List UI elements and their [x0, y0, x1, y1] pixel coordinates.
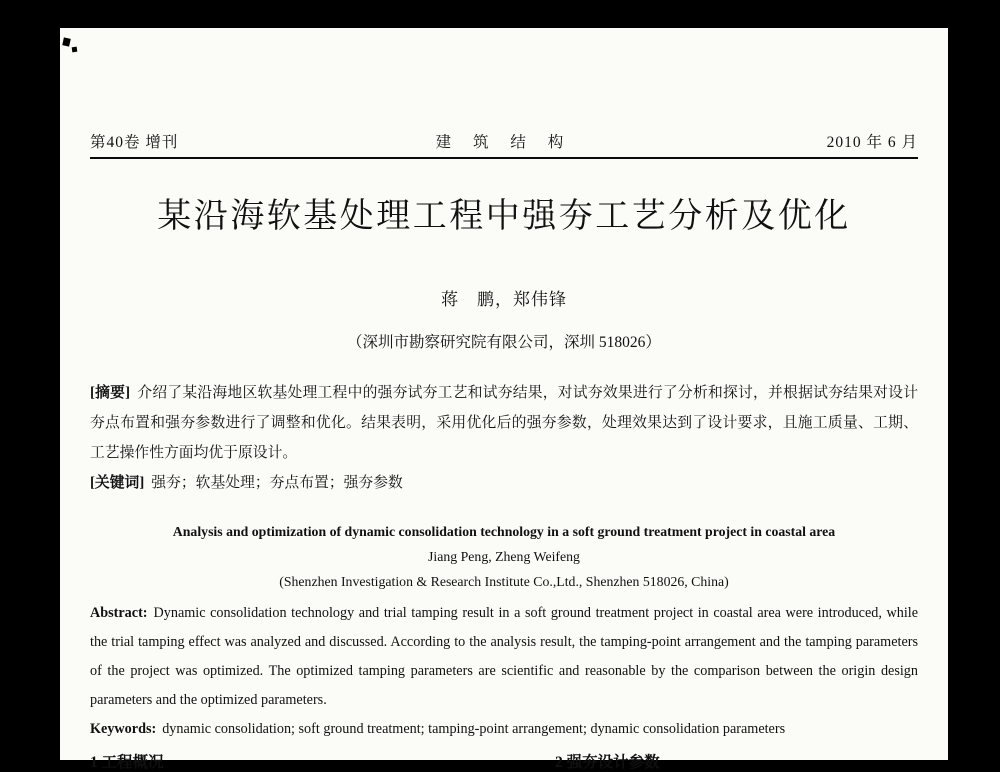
affiliation-en: (Shenzhen Investigation & Research Institute Co.,Ltd., Shenzhen 518026, China) — [279, 574, 729, 589]
scan-artifact — [72, 47, 78, 53]
abstract-zh — [90, 378, 918, 468]
authors-zh: 蒋 鹏，郑伟锋 — [441, 290, 567, 309]
keywords-text-zh: 强夯；软基处理；夯点布置；强夯参数 — [151, 475, 403, 491]
keywords-zh — [90, 468, 918, 498]
scanned-paper-page — [60, 28, 948, 771]
journal-date: 2010 年 6 月 — [826, 134, 918, 151]
authors-en: Jiang Peng, Zheng Weifeng — [428, 549, 580, 564]
abstract-label-en: Abstract: — [90, 605, 148, 621]
paper-title-en: Analysis and optimization of dynamic consolidation technology in a soft ground treatment project in coastal area — [172, 524, 836, 539]
section-heading-2: 2 强夯设计参数 — [555, 754, 660, 771]
abstract-text-zh: 介绍了某沿海地区软基处理工程中的强夯试夯工艺和试夯结果，对试夯效果进行了分析和探讨，并根据试夯结果对设计夯点布置和强夯参数进行了调整和优化。结果表明，采用优化后的强夯参数，处理效果达到了设计要求，且施工质量、工期、工艺操作性方面均优于原设计。 — [90, 385, 918, 461]
paper-title-zh: 某沿海软基处理工程中强夯工艺分析及优化 — [157, 198, 851, 235]
affiliation-zh: （深圳市勘察研究院有限公司，深圳 518026） — [347, 334, 661, 351]
journal-name: 建 筑 结 构 — [435, 134, 573, 151]
scan-artifact — [62, 37, 71, 46]
keywords-label-en: Keywords: — [90, 721, 157, 737]
journal-volume: 第40卷 增刊 — [90, 134, 179, 151]
header-rule — [90, 157, 918, 159]
keywords-en — [90, 715, 918, 744]
keywords-text-en: dynamic consolidation; soft ground treatment; tamping-point arrangement; dynamic consolidation parameters — [162, 721, 786, 737]
abstract-text-en: Dynamic consolidation technology and trial tamping result in a soft ground treatment project in coastal area were introduced, while the trial tamping effect was analyzed and discussed. According to the analysis result, the tamping-point arrangement and the tamping parameters of the project was optimized. The optimized tamping parameters are scientific and reasonable by the comparison between the origin design parameters and the optimized parameters. — [90, 605, 918, 708]
abstract-en — [90, 599, 918, 715]
section-heading-1: 1 工程概况 — [90, 754, 164, 771]
keywords-label-zh: [关键词] — [90, 475, 145, 491]
page-content — [60, 130, 948, 744]
journal-running-head — [90, 130, 918, 152]
abstract-label-zh: [摘要] — [90, 385, 131, 401]
